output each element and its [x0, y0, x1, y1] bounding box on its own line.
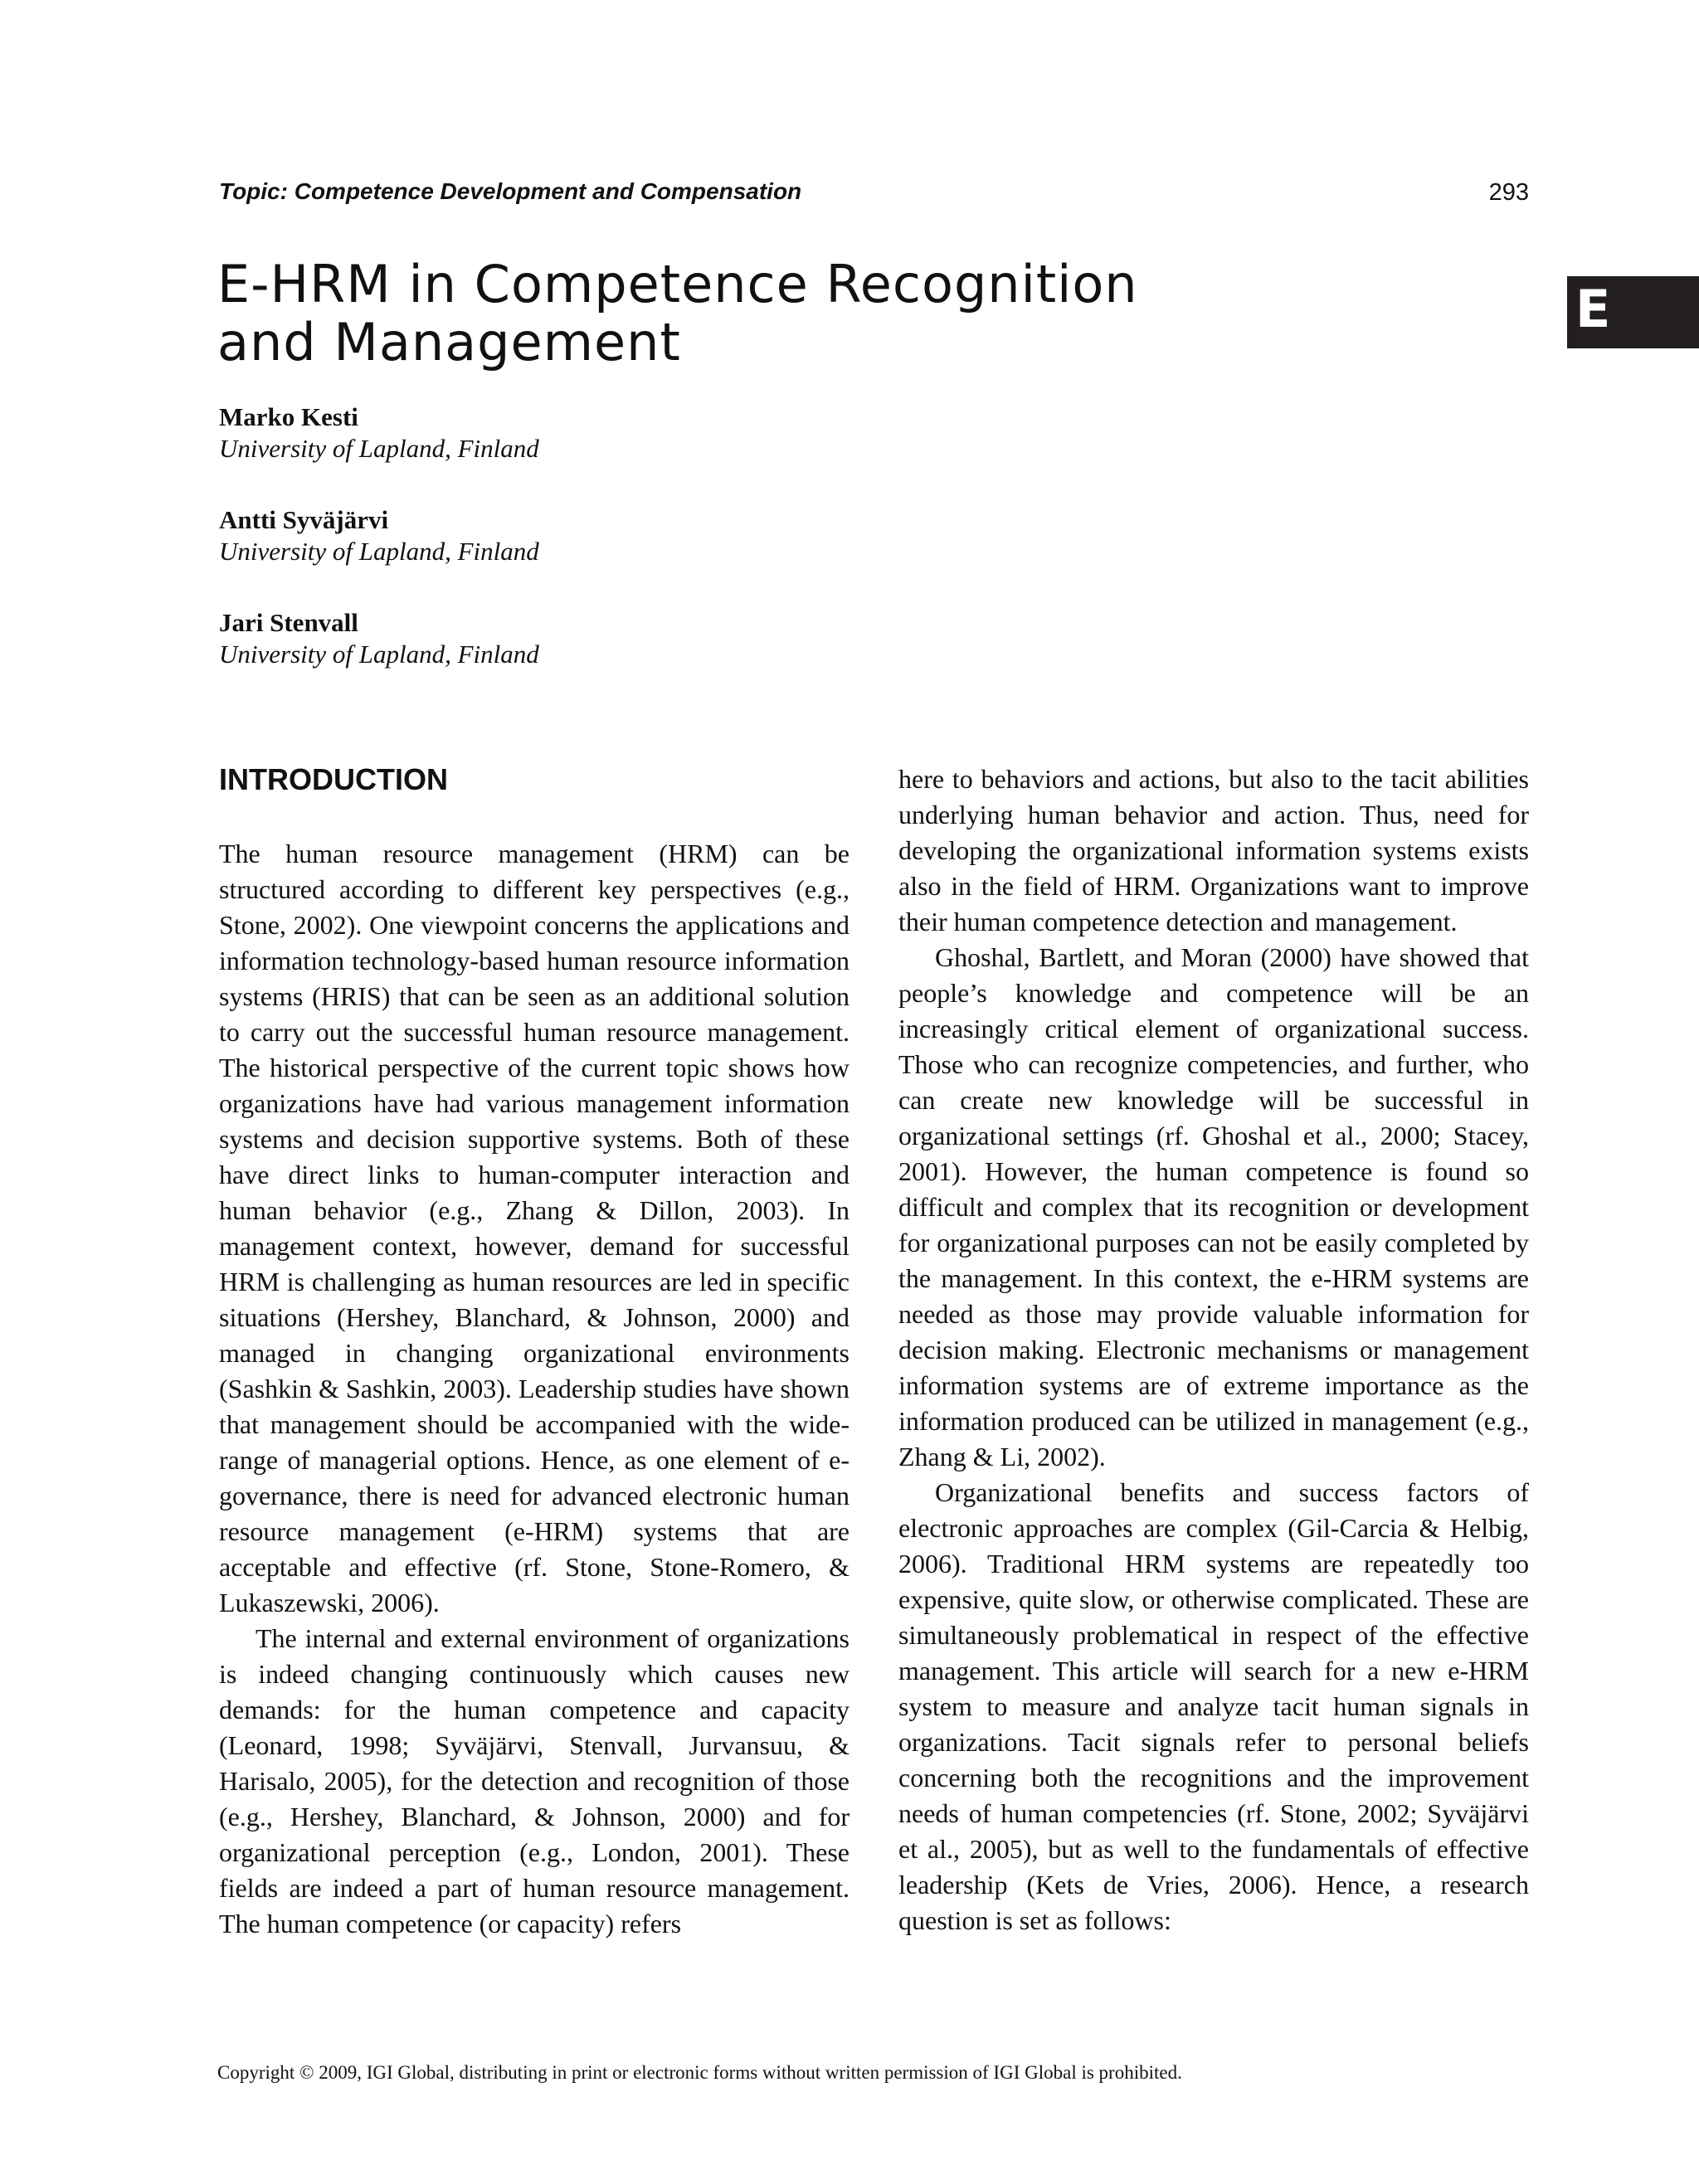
section-tab — [1567, 276, 1699, 348]
copyright-notice: Copyright © 2009, IGI Global, distributing in print or electronic forms without written permission of IGI Global is prohibited. — [217, 2062, 1182, 2083]
body-paragraph: Ghoshal, Bartlett, and Moran (2000) have showed that people’s knowledge and competence will be an increasingly critical element of organizational success. Those who can recognize competencies, and further, who can create new knowledge will be successful in organizational settings (rf. Ghoshal et al., 2000; Stacey, 2001). However, the human competence is found so difficult and complex that its recognition or development for organizational purposes can not be easily completed by the management. In this context, the e-HRM systems are needed as those may provide valuable information for decision making. Electronic mechanisms or management information systems are of extreme importance as the information produced can be utilized in management (e.g., Zhang & Li, 2002). — [898, 942, 1529, 1471]
author-block — [219, 607, 966, 710]
body-paragraph: The internal and external environment of organizations is indeed changing continuously which causes new demands: for the human competence and capacity (Leonard, 1998; Syväjärvi, Stenvall, Jurvansuu, & Harisalo, 2005), for the detection and recognition of those (e.g., Hershey, Blanchard, & Johnson, 2000) and for organizational perception (e.g., London, 2001). These fields are indeed a part of human resource management. The human competence (or capacity) refers — [219, 1623, 850, 1938]
left-column — [219, 755, 850, 1942]
body-paragraph: The human resource management (HRM) can be structured according to different key perspectives (e.g., Stone, 2002). One viewpoint concerns the applications and information technology-based human resource information systems (HRIS) that can be seen as an additional solution to carry out the successful human resource management. The historical perspective of the current topic shows how organizations have had various management information systems and decision supportive systems. Both of these have direct links to human-computer interaction and human behavior (e.g., Zhang & Dillon, 2003). In management context, however, demand for successful HRM is challenging as human resources are led in specific situations (Hershey, Blanchard, & Johnson, 2000) and managed in changing organizational environments (Sashkin & Sashkin, 2003). Leadership studies have shown that management should be accompanied with the wide-range of managerial options. Hence, as one element of e-governance, there is need for advanced electronic human resource management (e-HRM) systems that are acceptable and effective (rf. Stone, Stone-Romero, & Lukaszewski, 2006). — [219, 839, 850, 1617]
article-title — [217, 255, 1138, 372]
page-number: 293 — [1488, 179, 1529, 206]
author-name: Jari Stenvall — [219, 608, 358, 637]
author-block — [219, 504, 966, 607]
article-title-line-1: E-HRM in Competence Recognition — [217, 254, 1138, 314]
author-name: Antti Syväjärvi — [219, 505, 389, 534]
author-block — [219, 401, 966, 504]
section-heading: INTRODUCTION — [219, 762, 448, 796]
author-affiliation: University of Lapland, Finland — [219, 537, 539, 566]
author-list — [219, 401, 966, 710]
body-paragraph: Organizational benefits and success factors of electronic approaches are complex (Gil-Carcia & Helbig, 2006). Traditional HRM systems are repeatedly too expensive, quite slow, or otherwise complicated. These are simultaneously problematical in respect of the effective management. This article will search for a new e-HRM system to measure and analyze tacit human signals in organizations. Tacit signals refer to personal beliefs concerning both the recognitions and the improvement needs of human competencies (rf. Stone, 2002; Syväjärvi et al., 2005), but as well to the fundamentals of effective leadership (Kets de Vries, 2006). Hence, a research question is set as follows: — [898, 1477, 1529, 1935]
article-title-line-2: and Management — [217, 312, 681, 372]
author-name: Marko Kesti — [219, 402, 358, 431]
author-affiliation: University of Lapland, Finland — [219, 640, 539, 669]
author-affiliation: University of Lapland, Finland — [219, 434, 539, 463]
body-paragraph: here to behaviors and actions, but also to the tacit abilities underlying human behavior and action. Thus, need for developing the organizational information systems exists also in the field of HRM. Organizations want to improve their human competence detection and management. — [898, 764, 1529, 936]
right-column — [898, 761, 1529, 1938]
topic-header: Topic: Competence Development and Compensation — [219, 178, 802, 204]
section-tab-letter: E — [1575, 279, 1611, 339]
